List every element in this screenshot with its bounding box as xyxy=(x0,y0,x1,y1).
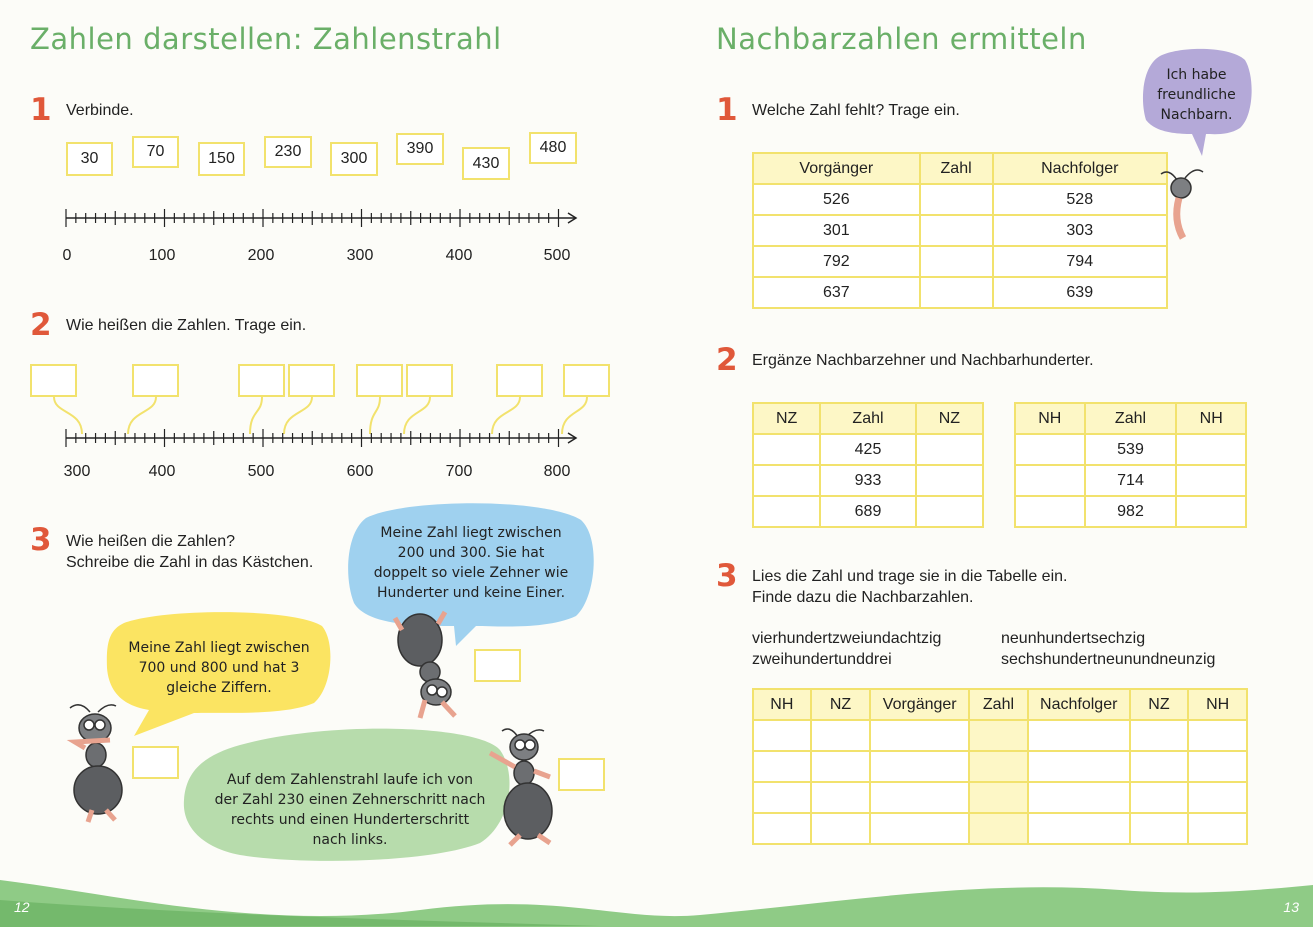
answer-cell[interactable] xyxy=(1028,782,1130,813)
answer-cell[interactable] xyxy=(1015,434,1085,465)
number-box: 70 xyxy=(132,136,179,168)
answer-cell[interactable] xyxy=(811,751,871,782)
task-number: 1 xyxy=(716,92,738,128)
page-title-left: Zahlen darstellen: Zahlenstrahl xyxy=(30,22,502,56)
column-header: Vorgänger xyxy=(870,689,969,720)
task-instruction: Welche Zahl fehlt? Trage ein. xyxy=(752,102,960,119)
bottom-wave xyxy=(0,860,1313,927)
answer-box[interactable] xyxy=(238,364,285,397)
answer-cell[interactable] xyxy=(1130,813,1189,844)
number-box: 390 xyxy=(396,133,444,165)
nh-table xyxy=(1014,402,1247,528)
table-cell: 301 xyxy=(753,215,920,246)
answer-cell[interactable] xyxy=(1028,720,1130,751)
answer-cell[interactable] xyxy=(916,465,983,496)
answer-cell[interactable] xyxy=(753,813,811,844)
answer-cell[interactable] xyxy=(753,782,811,813)
table-cell: 982 xyxy=(1085,496,1177,527)
bubble-text-yellow: Meine Zahl liegt zwischen 700 und 800 und hat 3 gleiche Ziffern. xyxy=(128,640,310,696)
column-header: Zahl xyxy=(1085,403,1177,434)
answer-cell[interactable] xyxy=(870,720,969,751)
answer-cell[interactable] xyxy=(1130,751,1189,782)
page-title-right: Nachbarzahlen ermitteln xyxy=(716,22,1087,56)
answer-cell[interactable] xyxy=(1176,496,1246,527)
answer-box[interactable] xyxy=(288,364,335,397)
axis-label: 300 xyxy=(346,247,374,264)
table-cell: 528 xyxy=(993,184,1168,215)
table-cell: 303 xyxy=(993,215,1168,246)
axis-label: 100 xyxy=(148,247,176,264)
axis-label: 0 xyxy=(62,247,72,264)
answer-cell[interactable] xyxy=(1188,751,1247,782)
ant-illustration xyxy=(380,600,470,725)
answer-cell[interactable] xyxy=(1028,751,1130,782)
number-box: 430 xyxy=(462,147,510,180)
number-box: 30 xyxy=(66,142,113,176)
number-box: 480 xyxy=(529,132,577,164)
answer-cell[interactable] xyxy=(1188,782,1247,813)
answer-cell[interactable] xyxy=(753,434,820,465)
answer-box[interactable] xyxy=(30,364,77,397)
answer-cell[interactable] xyxy=(753,751,811,782)
number-word: zweihundertunddrei xyxy=(752,651,892,668)
answer-cell[interactable] xyxy=(870,782,969,813)
task-number: 2 xyxy=(30,307,52,343)
number-word: sechshundertneunundneunzig xyxy=(1001,651,1216,668)
page-number-right: 13 xyxy=(1283,899,1299,915)
answer-cell[interactable] xyxy=(1015,465,1085,496)
table-row xyxy=(753,720,1247,751)
column-header: NZ xyxy=(811,689,871,720)
answer-cell[interactable] xyxy=(916,496,983,527)
axis-label: 200 xyxy=(247,247,275,264)
answer-cell[interactable] xyxy=(753,496,820,527)
worm-illustration xyxy=(1155,160,1210,245)
axis-label: 500 xyxy=(247,463,275,480)
axis-label: 700 xyxy=(445,463,473,480)
column-header: Nachfolger xyxy=(993,153,1168,184)
answer-cell[interactable] xyxy=(811,813,871,844)
column-header: Zahl xyxy=(920,153,993,184)
table-row xyxy=(753,813,1247,844)
axis-label: 400 xyxy=(445,247,473,264)
answer-cell[interactable] xyxy=(1188,813,1247,844)
answer-cell[interactable] xyxy=(916,434,983,465)
table-cell: 539 xyxy=(1085,434,1177,465)
table-cell: 792 xyxy=(753,246,920,277)
neighbor-table xyxy=(752,152,1168,309)
axis-label: 500 xyxy=(543,247,571,264)
bubble-text-purple: Ich habe freundliche Nachbarn. xyxy=(1157,67,1236,123)
task-instruction: Verbinde. xyxy=(66,102,134,119)
axis-label: 300 xyxy=(63,463,91,480)
number-word: neunhundertsechzig xyxy=(1001,630,1146,647)
number-word: vierhundertzweiundachtzig xyxy=(752,630,942,647)
answer-cell[interactable] xyxy=(870,813,969,844)
column-header: NH xyxy=(1176,403,1246,434)
answer-cell[interactable] xyxy=(920,184,993,215)
answer-cell[interactable] xyxy=(1028,813,1130,844)
answer-box[interactable] xyxy=(132,364,179,397)
number-box: 230 xyxy=(264,136,312,168)
answer-cell[interactable] xyxy=(811,720,871,751)
table-cell: 637 xyxy=(753,277,920,308)
task-number: 1 xyxy=(30,92,52,128)
task-number: 2 xyxy=(716,342,738,378)
answer-box[interactable] xyxy=(406,364,453,397)
nz-table xyxy=(752,402,984,528)
table-row xyxy=(753,751,1247,782)
answer-cell[interactable] xyxy=(1130,782,1189,813)
number-box: 300 xyxy=(330,142,378,176)
table-cell: 425 xyxy=(820,434,915,465)
table-cell: 794 xyxy=(993,246,1168,277)
task-instruction: Wie heißen die Zahlen. Trage ein. xyxy=(66,317,307,334)
column-header: NH xyxy=(753,689,811,720)
table-row xyxy=(753,782,1247,813)
neighbor-numbers-table xyxy=(752,688,1248,845)
answer-cell[interactable] xyxy=(1176,434,1246,465)
column-header: NZ xyxy=(916,403,983,434)
table-cell: 689 xyxy=(820,496,915,527)
answer-cell[interactable] xyxy=(753,465,820,496)
task-number: 3 xyxy=(30,522,52,558)
answer-cell[interactable] xyxy=(969,813,1028,844)
answer-cell[interactable] xyxy=(920,277,993,308)
table-cell: 933 xyxy=(820,465,915,496)
axis-label: 800 xyxy=(543,463,571,480)
table-cell: 714 xyxy=(1085,465,1177,496)
answer-box[interactable] xyxy=(563,364,610,397)
answer-cell[interactable] xyxy=(920,215,993,246)
answer-box[interactable] xyxy=(474,649,521,682)
axis-label: 600 xyxy=(346,463,374,480)
ant-illustration xyxy=(60,700,150,828)
answer-cell[interactable] xyxy=(920,246,993,277)
column-header: NZ xyxy=(1130,689,1189,720)
bubble-text-blue: Meine Zahl liegt zwischen 200 und 300. Sie hat doppelt so viele Zehner wie Hunderter und keine Einer. xyxy=(373,525,569,601)
number-line-2 xyxy=(60,420,590,460)
ant-illustration xyxy=(480,725,570,850)
task-instruction: Ergänze Nachbarzehner und Nachbarhunderter. xyxy=(752,352,1094,369)
answer-box[interactable] xyxy=(356,364,403,397)
answer-cell[interactable] xyxy=(753,720,811,751)
column-header: NH xyxy=(1188,689,1247,720)
answer-cell[interactable] xyxy=(969,720,1028,751)
task-instruction: Wie heißen die Zahlen? Schreibe die Zahl in das Kästchen. xyxy=(66,533,314,571)
table-cell: 639 xyxy=(993,277,1168,308)
column-header: NZ xyxy=(753,403,820,434)
column-header: Zahl xyxy=(969,689,1028,720)
page-number-left: 12 xyxy=(14,899,30,915)
task-number: 3 xyxy=(716,558,738,594)
answer-cell[interactable] xyxy=(811,782,871,813)
bubble-text-green: Auf dem Zahlenstrahl laufe ich von der Zahl 230 einen Zehnerschritt nach rechts und einen Hunderterschritt nach links. xyxy=(214,772,486,848)
axis-label: 400 xyxy=(148,463,176,480)
answer-cell[interactable] xyxy=(969,751,1028,782)
table-cell: 526 xyxy=(753,184,920,215)
task-instruction: Lies die Zahl und trage sie in die Tabelle ein. Finde dazu die Nachbarzahlen. xyxy=(752,568,1068,606)
column-header: Zahl xyxy=(820,403,915,434)
column-header: Vorgänger xyxy=(753,153,920,184)
answer-cell[interactable] xyxy=(1015,496,1085,527)
answer-box[interactable] xyxy=(496,364,543,397)
answer-cell[interactable] xyxy=(1176,465,1246,496)
column-header: NH xyxy=(1015,403,1085,434)
answer-cell[interactable] xyxy=(969,782,1028,813)
number-box: 150 xyxy=(198,142,245,176)
number-line-1 xyxy=(60,200,590,240)
column-header: Nachfolger xyxy=(1028,689,1130,720)
answer-cell[interactable] xyxy=(1130,720,1189,751)
answer-cell[interactable] xyxy=(1188,720,1247,751)
answer-cell[interactable] xyxy=(870,751,969,782)
